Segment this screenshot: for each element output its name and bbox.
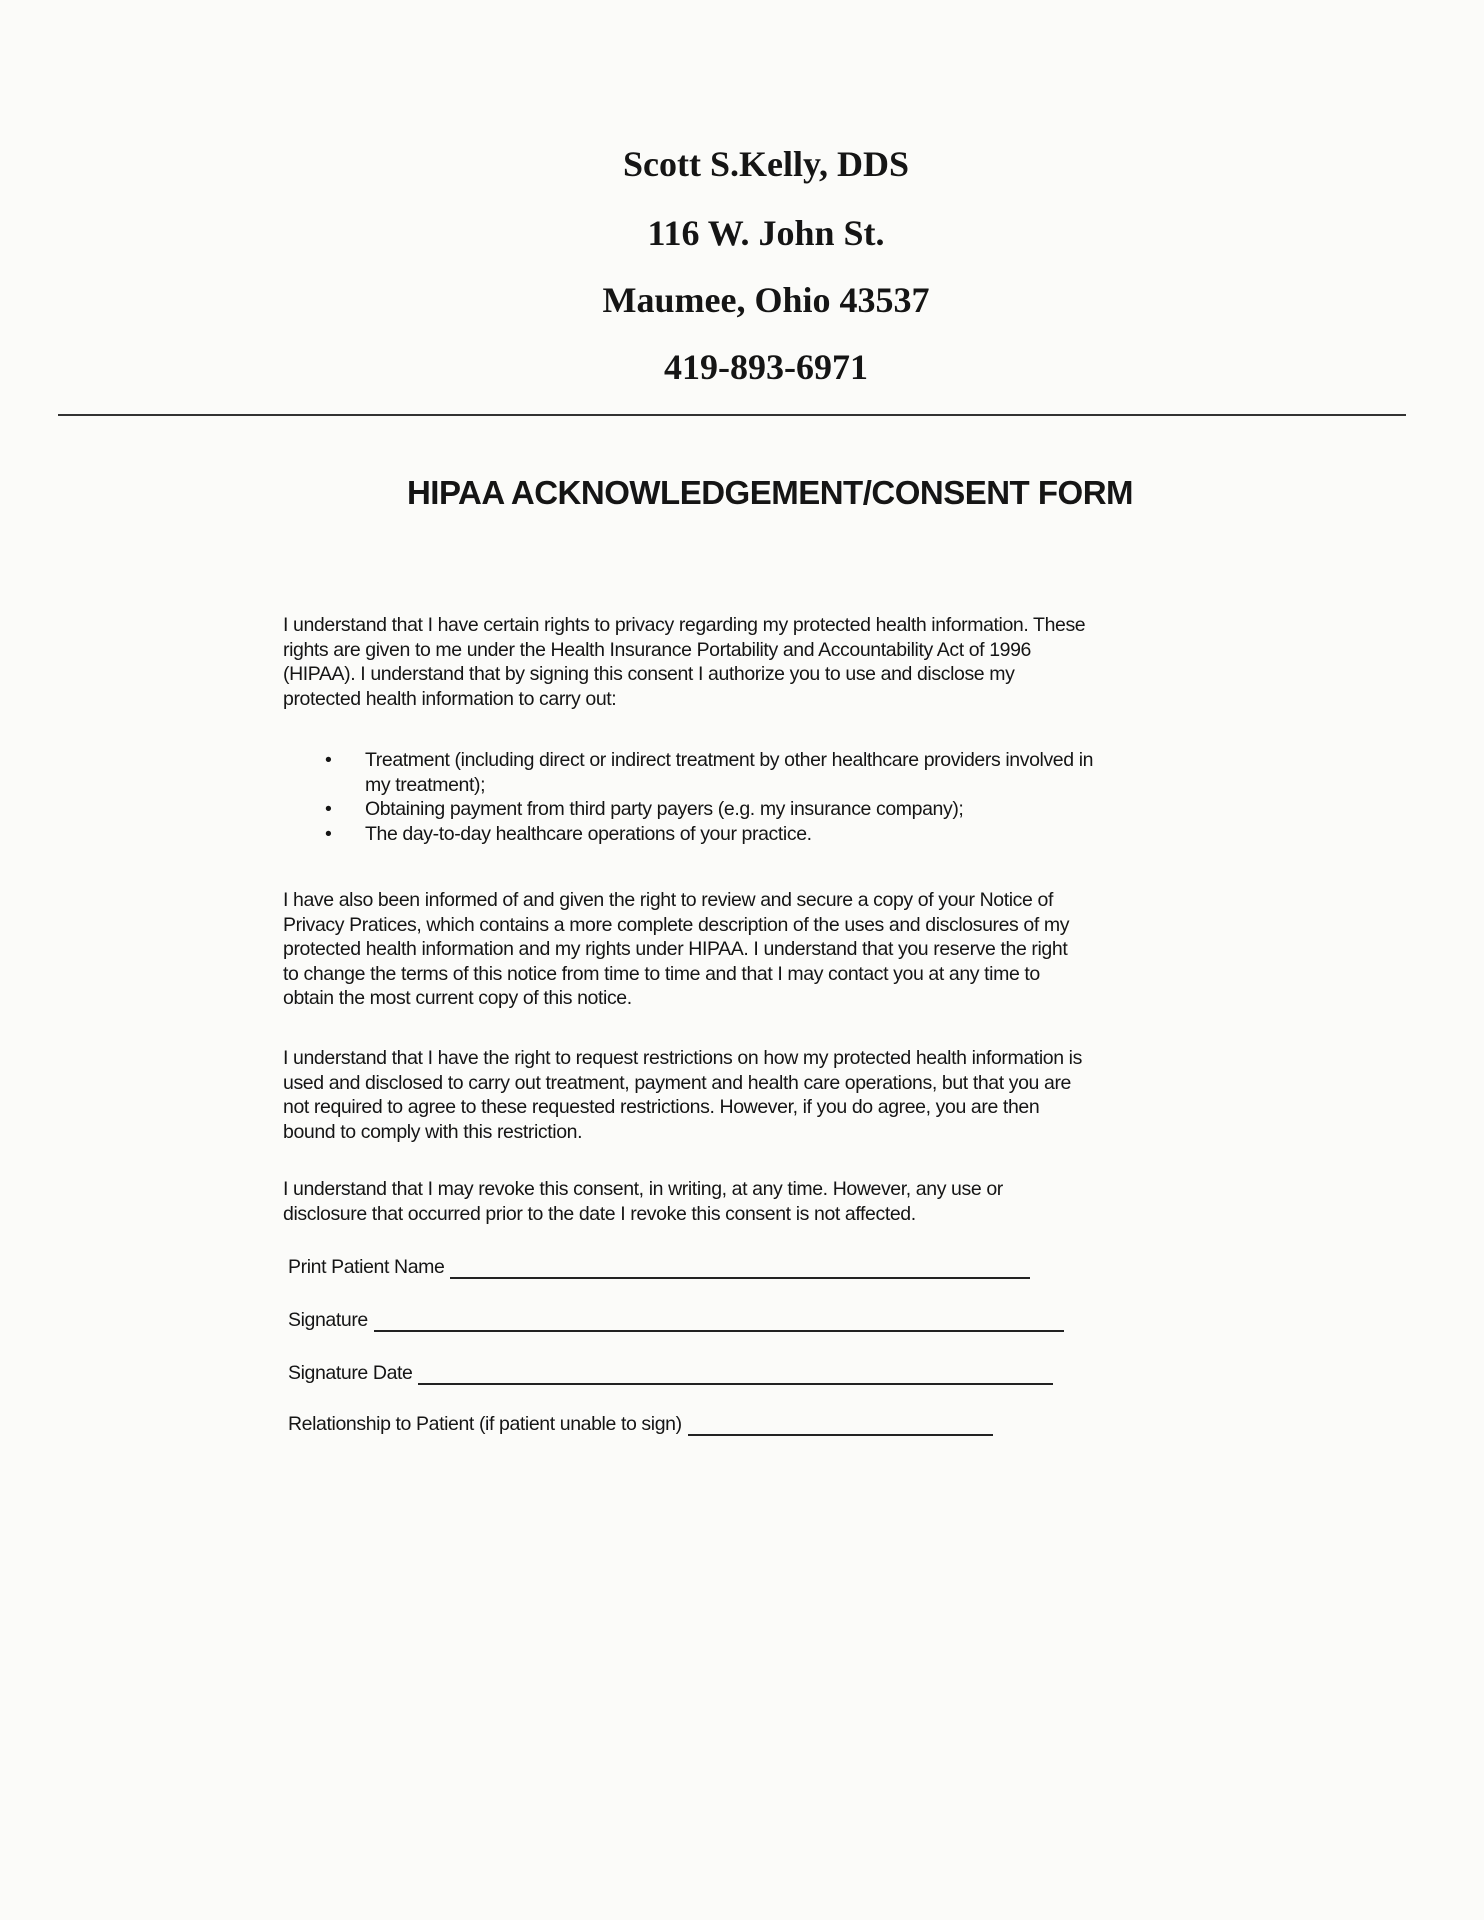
paragraph-rights bbox=[283, 613, 1085, 711]
bullet-icon: • bbox=[325, 822, 332, 845]
purposes-list bbox=[325, 748, 1093, 846]
text-line: not required to agree to these requested restrictions. However, if you do agree, you are then bbox=[283, 1096, 1040, 1118]
header-divider bbox=[58, 414, 1406, 416]
practice-name: Scott S.Kelly, DDS bbox=[622, 144, 909, 184]
text-line: I have also been informed of and given the right to review and secure a copy of your Notice of bbox=[283, 889, 1053, 911]
text-line: obtain the most current copy of this notice. bbox=[283, 987, 632, 1009]
text-line: The day-to-day healthcare operations of your practice. bbox=[365, 822, 812, 845]
signature-label: Signature bbox=[288, 1309, 368, 1331]
patient-name-field[interactable] bbox=[288, 1256, 1030, 1279]
relationship-field[interactable] bbox=[288, 1413, 993, 1436]
text-line: I understand that I have the right to request restrictions on how my protected health information is bbox=[283, 1047, 1082, 1069]
practice-street: 116 W. John St. bbox=[647, 213, 885, 253]
list-item bbox=[325, 797, 1093, 822]
text-line: I understand that I have certain rights to privacy regarding my protected health information. These bbox=[283, 614, 1086, 636]
bullet-icon: • bbox=[325, 749, 332, 771]
relationship-line[interactable] bbox=[688, 1414, 993, 1436]
text-line: Privacy Pratices, which contains a more complete description of the uses and disclosures of my bbox=[283, 913, 1070, 936]
signature-date-field[interactable] bbox=[288, 1362, 1053, 1385]
text-line: Treatment (including direct or indirect treatment by other healthcare providers involved in bbox=[365, 749, 1094, 771]
text-line: protected health information and my rights under HIPAA. I understand that you reserve the right bbox=[283, 938, 1068, 960]
text-line: bound to comply with this restriction. bbox=[283, 1120, 583, 1143]
text-line: disclosure that occurred prior to the date I revoke this consent is not affected. bbox=[283, 1202, 916, 1225]
bullet-icon: • bbox=[325, 798, 332, 820]
signature-line[interactable] bbox=[374, 1310, 1064, 1332]
paragraph-notice bbox=[283, 888, 1069, 1011]
signature-field[interactable] bbox=[288, 1309, 1064, 1332]
text-line: my treatment); bbox=[365, 773, 486, 796]
patient-name-label: Print Patient Name bbox=[288, 1256, 445, 1278]
text-line: used and disclosed to carry out treatment, payment and health care operations, but that you are bbox=[283, 1071, 1071, 1094]
practice-city: Maumee, Ohio 43537 bbox=[602, 280, 930, 320]
text-line: rights are given to me under the Health Insurance Portability and Accountability Act of 1996 bbox=[283, 638, 1031, 661]
text-line: (HIPAA). I understand that by signing this consent I authorize you to use and disclose my bbox=[283, 663, 1015, 685]
signature-date-label: Signature Date bbox=[288, 1362, 413, 1384]
signature-date-line[interactable] bbox=[418, 1363, 1053, 1385]
paragraph-revoke bbox=[283, 1177, 1003, 1226]
text-line: to change the terms of this notice from time to time and that I may contact you at any time to bbox=[283, 962, 1040, 985]
form-title: HIPAA ACKNOWLEDGEMENT/CONSENT FORM bbox=[406, 474, 1134, 511]
list-item bbox=[325, 748, 1093, 797]
practice-phone: 419-893-6971 bbox=[664, 347, 868, 387]
text-line: I understand that I may revoke this consent, in writing, at any time. However, any use or bbox=[283, 1178, 1003, 1200]
paragraph-restrictions bbox=[283, 1046, 1082, 1144]
patient-name-line[interactable] bbox=[450, 1257, 1030, 1279]
text-line: protected health information to carry out: bbox=[283, 687, 617, 710]
text-line: Obtaining payment from third party payers (e.g. my insurance company); bbox=[365, 798, 964, 820]
relationship-label: Relationship to Patient (if patient unable to sign) bbox=[288, 1413, 682, 1435]
list-item bbox=[325, 822, 1093, 847]
